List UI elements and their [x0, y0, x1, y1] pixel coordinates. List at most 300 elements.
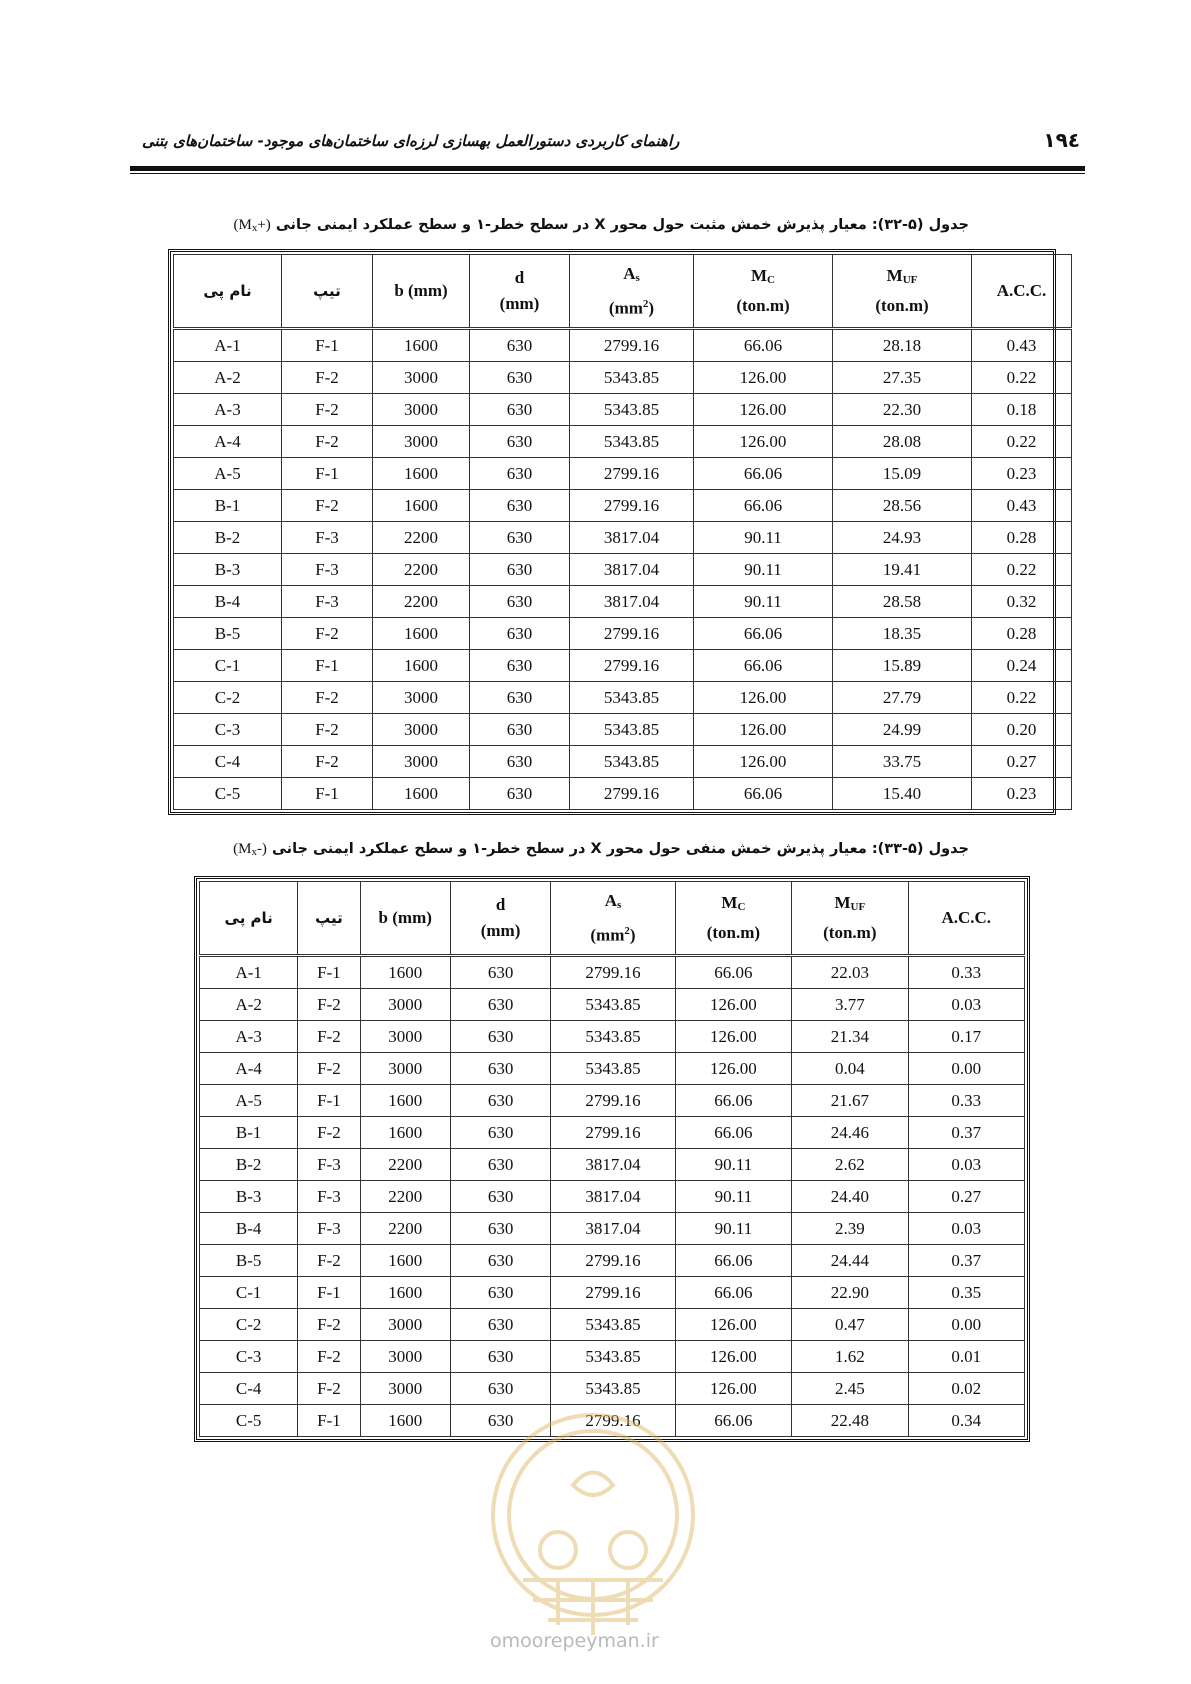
cell-b: 3000	[373, 394, 470, 426]
cell-b: 2200	[360, 1213, 450, 1245]
cell-mc: 90.11	[694, 522, 833, 554]
cell-muf: 15.89	[833, 650, 972, 682]
muf-unit: (ton.m)	[823, 923, 877, 942]
col-header-b: b (mm)	[373, 255, 470, 329]
col-header-acc: A.C.C.	[908, 882, 1024, 956]
as-main: A	[604, 890, 617, 910]
cell-b: 3000	[360, 1373, 450, 1405]
cell-as: 5343.85	[551, 1373, 675, 1405]
cell-mc: 126.00	[675, 1373, 791, 1405]
cell-muf: 28.08	[833, 426, 972, 458]
d-label: d	[495, 895, 506, 914]
cell-as: 5343.85	[570, 426, 694, 458]
mc-unit: (ton.m)	[736, 296, 790, 315]
cell-b: 1600	[360, 1245, 450, 1277]
cell-name: B-2	[200, 1149, 298, 1181]
cell-as: 5343.85	[570, 746, 694, 778]
cell-muf: 22.03	[792, 956, 908, 989]
cell-as: 3817.04	[551, 1181, 675, 1213]
cell-type: F-1	[298, 1405, 360, 1437]
cell-d: 630	[450, 1117, 550, 1149]
cell-name: A-3	[200, 1021, 298, 1053]
cell-type: F-2	[298, 1021, 360, 1053]
col-header-mc	[694, 255, 833, 329]
cell-d: 630	[470, 362, 570, 394]
cell-mc: 66.06	[675, 1117, 791, 1149]
cell-d: 630	[450, 1085, 550, 1117]
cell-type: F-1	[298, 1085, 360, 1117]
cell-muf: 1.62	[792, 1341, 908, 1373]
cell-muf: 15.40	[833, 778, 972, 810]
cell-name: C-2	[200, 1309, 298, 1341]
table-row	[200, 1245, 1025, 1277]
cell-muf: 22.90	[792, 1277, 908, 1309]
col-header-b: b (mm)	[360, 882, 450, 956]
cell-as: 2799.16	[570, 490, 694, 522]
cell-b: 1600	[373, 490, 470, 522]
table-row	[200, 1053, 1025, 1085]
cell-acc: 0.27	[972, 746, 1072, 778]
cell-as: 2799.16	[551, 1245, 675, 1277]
col-header-muf	[792, 882, 908, 956]
cell-d: 630	[470, 522, 570, 554]
as-sub: s	[616, 898, 622, 911]
col-header-type: تیپ	[298, 882, 360, 956]
cell-as: 5343.85	[551, 1053, 675, 1085]
table-row	[174, 554, 1072, 586]
cell-d: 630	[470, 586, 570, 618]
cell-b: 1600	[360, 1085, 450, 1117]
cell-muf: 15.09	[833, 458, 972, 490]
cell-muf: 24.40	[792, 1181, 908, 1213]
cell-d: 630	[470, 618, 570, 650]
cell-name: A-1	[200, 956, 298, 989]
cell-as: 3817.04	[570, 554, 694, 586]
cell-mc: 66.06	[694, 650, 833, 682]
cell-b: 2200	[373, 522, 470, 554]
cell-mc: 126.00	[675, 1021, 791, 1053]
cell-as: 2799.16	[551, 1405, 675, 1437]
cell-name: C-5	[200, 1405, 298, 1437]
cell-muf: 28.58	[833, 586, 972, 618]
cell-muf: 2.45	[792, 1373, 908, 1405]
cell-acc: 0.28	[972, 618, 1072, 650]
cell-type: F-1	[282, 329, 373, 362]
cell-name: B-5	[200, 1245, 298, 1277]
cell-as: 2799.16	[551, 1277, 675, 1309]
cell-acc: 0.18	[972, 394, 1072, 426]
cell-name: B-4	[200, 1213, 298, 1245]
table1-body	[174, 329, 1072, 810]
table-row	[200, 1085, 1025, 1117]
table-row	[200, 1341, 1025, 1373]
table-row	[200, 1277, 1025, 1309]
cell-name: A-5	[174, 458, 282, 490]
cell-acc: 0.27	[908, 1181, 1024, 1213]
muf-sub: UF	[902, 274, 918, 286]
cell-name: A-2	[200, 989, 298, 1021]
table2-caption	[233, 841, 969, 858]
cell-acc: 0.03	[908, 1149, 1024, 1181]
cell-b: 1600	[373, 458, 470, 490]
cell-name: A-1	[174, 329, 282, 362]
cell-b: 1600	[373, 618, 470, 650]
cell-type: F-2	[282, 362, 373, 394]
cell-d: 630	[450, 956, 550, 989]
table2-caption-text: جدول (۵-۳۳): معیار پذیرش خمش منفی حول محور X در سطح خطر-۱ و سطح عملکرد ایمنی جانی	[272, 841, 969, 857]
cell-mc: 126.00	[694, 362, 833, 394]
cell-muf: 27.35	[833, 362, 972, 394]
cell-mc: 126.00	[675, 1309, 791, 1341]
cell-b: 3000	[360, 1341, 450, 1373]
as-sup: 2	[642, 297, 649, 310]
cell-acc: 0.43	[972, 329, 1072, 362]
cell-d: 630	[450, 1277, 550, 1309]
cell-muf: 2.39	[792, 1213, 908, 1245]
table-row	[200, 1117, 1025, 1149]
table1	[173, 254, 1072, 810]
cell-mc: 66.06	[694, 618, 833, 650]
cell-mc: 126.00	[675, 989, 791, 1021]
cell-muf: 33.75	[833, 746, 972, 778]
cell-muf: 19.41	[833, 554, 972, 586]
d-label: d	[514, 268, 525, 287]
cell-muf: 22.48	[792, 1405, 908, 1437]
cell-type: F-2	[282, 746, 373, 778]
col-header-d	[450, 882, 550, 956]
table-row	[200, 989, 1025, 1021]
cell-muf: 28.18	[833, 329, 972, 362]
table1-caption-text: جدول (۵-۳۲): معیار پذیرش خمش مثبت حول محور X در سطح خطر-۱ و سطح عملکرد ایمنی جانی	[275, 217, 969, 233]
cell-as: 2799.16	[570, 778, 694, 810]
cell-acc: 0.37	[908, 1117, 1024, 1149]
as-close: )	[629, 925, 636, 945]
symbol-main: (M	[233, 841, 252, 857]
cell-mc: 66.06	[675, 1245, 791, 1277]
cell-b: 3000	[360, 1309, 450, 1341]
cell-type: F-2	[298, 989, 360, 1021]
cell-d: 630	[470, 778, 570, 810]
cell-acc: 0.01	[908, 1341, 1024, 1373]
header-rule-thin	[130, 173, 1085, 174]
col-header-as	[551, 882, 675, 956]
table1-caption	[233, 217, 969, 234]
d-unit: (mm)	[480, 921, 521, 940]
table-row	[174, 329, 1072, 362]
muf-main: M	[834, 893, 851, 912]
cell-name: C-3	[174, 714, 282, 746]
cell-name: A-2	[174, 362, 282, 394]
cell-type: F-1	[282, 778, 373, 810]
cell-acc: 0.03	[908, 989, 1024, 1021]
cell-type: F-2	[282, 394, 373, 426]
cell-b: 1600	[360, 1405, 450, 1437]
cell-type: F-3	[282, 586, 373, 618]
cell-name: C-2	[174, 682, 282, 714]
col-header-d	[470, 255, 570, 329]
cell-b: 2200	[360, 1149, 450, 1181]
cell-muf: 22.30	[833, 394, 972, 426]
as-sub: s	[635, 271, 640, 284]
cell-acc: 0.22	[972, 682, 1072, 714]
cell-b: 2200	[360, 1181, 450, 1213]
cell-d: 630	[450, 1405, 550, 1437]
cell-d: 630	[450, 1181, 550, 1213]
col-header-mc	[675, 882, 791, 956]
table1-frame	[168, 249, 1056, 815]
cell-as: 5343.85	[551, 1341, 675, 1373]
cell-d: 630	[470, 426, 570, 458]
cell-mc: 126.00	[694, 394, 833, 426]
cell-acc: 0.37	[908, 1245, 1024, 1277]
cell-mc: 66.06	[694, 458, 833, 490]
cell-type: F-2	[298, 1341, 360, 1373]
cell-b: 3000	[373, 426, 470, 458]
cell-mc: 126.00	[694, 746, 833, 778]
cell-name: B-3	[200, 1181, 298, 1213]
cell-mc: 126.00	[694, 714, 833, 746]
cell-mc: 90.11	[694, 586, 833, 618]
cell-mc: 66.06	[694, 490, 833, 522]
cell-type: F-1	[282, 650, 373, 682]
cell-as: 2799.16	[570, 650, 694, 682]
cell-type: F-3	[298, 1149, 360, 1181]
table-header-row	[174, 255, 1072, 329]
cell-as: 2799.16	[570, 458, 694, 490]
cell-acc: 0.22	[972, 426, 1072, 458]
cell-mc: 126.00	[675, 1053, 791, 1085]
symbol-sub: x	[251, 222, 258, 234]
cell-b: 2200	[373, 586, 470, 618]
cell-d: 630	[450, 1213, 550, 1245]
cell-as: 5343.85	[551, 1309, 675, 1341]
cell-name: C-1	[200, 1277, 298, 1309]
cell-name: A-5	[200, 1085, 298, 1117]
mc-main: M	[721, 893, 738, 912]
cell-acc: 0.20	[972, 714, 1072, 746]
cell-muf: 21.67	[792, 1085, 908, 1117]
cell-muf: 18.35	[833, 618, 972, 650]
cell-b: 3000	[373, 362, 470, 394]
cell-mc: 126.00	[694, 426, 833, 458]
cell-muf: 24.99	[833, 714, 972, 746]
cell-d: 630	[470, 682, 570, 714]
cell-name: C-3	[200, 1341, 298, 1373]
cell-muf: 3.77	[792, 989, 908, 1021]
cell-type: F-3	[298, 1213, 360, 1245]
cell-acc: 0.23	[972, 778, 1072, 810]
cell-as: 5343.85	[551, 989, 675, 1021]
cell-name: A-3	[174, 394, 282, 426]
cell-muf: 24.93	[833, 522, 972, 554]
cell-type: F-2	[282, 426, 373, 458]
cell-acc: 0.17	[908, 1021, 1024, 1053]
cell-type: F-2	[282, 618, 373, 650]
table-row	[174, 426, 1072, 458]
muf-main: M	[886, 266, 903, 285]
cell-muf: 27.79	[833, 682, 972, 714]
cell-type: F-3	[282, 522, 373, 554]
cell-mc: 90.11	[675, 1181, 791, 1213]
mc-sub: C	[737, 901, 746, 913]
cell-name: C-4	[200, 1373, 298, 1405]
cell-mc: 126.00	[694, 682, 833, 714]
col-header-name: نام پی	[200, 882, 298, 956]
cell-muf: 28.56	[833, 490, 972, 522]
cell-type: F-2	[282, 490, 373, 522]
as-unit: (mm	[590, 925, 625, 945]
cell-mc: 90.11	[694, 554, 833, 586]
mc-unit: (ton.m)	[706, 923, 761, 942]
table-row	[174, 586, 1072, 618]
cell-type: F-2	[298, 1309, 360, 1341]
cell-d: 630	[450, 1245, 550, 1277]
cell-b: 1600	[373, 329, 470, 362]
cell-d: 630	[450, 1373, 550, 1405]
col-header-name: نام پی	[174, 255, 282, 329]
cell-type: F-1	[282, 458, 373, 490]
cell-type: F-3	[282, 554, 373, 586]
cell-d: 630	[450, 989, 550, 1021]
cell-as: 5343.85	[570, 682, 694, 714]
cell-acc: 0.33	[908, 1085, 1024, 1117]
table2	[199, 881, 1025, 1437]
cell-name: B-4	[174, 586, 282, 618]
cell-acc: 0.35	[908, 1277, 1024, 1309]
table-row	[200, 1181, 1025, 1213]
cell-as: 3817.04	[570, 522, 694, 554]
cell-acc: 0.22	[972, 362, 1072, 394]
cell-name: B-2	[174, 522, 282, 554]
cell-d: 630	[470, 554, 570, 586]
cell-as: 2799.16	[551, 956, 675, 989]
cell-type: F-2	[298, 1053, 360, 1085]
cell-acc: 0.22	[972, 554, 1072, 586]
header-rule-thick	[130, 166, 1085, 171]
table2-caption-symbol	[233, 841, 267, 857]
cell-name: C-5	[174, 778, 282, 810]
table-header-row	[200, 882, 1025, 956]
cell-muf: 0.47	[792, 1309, 908, 1341]
cell-acc: 0.33	[908, 956, 1024, 989]
table-row	[174, 394, 1072, 426]
cell-name: A-4	[200, 1053, 298, 1085]
cell-name: B-1	[200, 1117, 298, 1149]
cell-as: 5343.85	[570, 362, 694, 394]
cell-as: 2799.16	[551, 1085, 675, 1117]
cell-muf: 24.46	[792, 1117, 908, 1149]
cell-b: 2200	[373, 554, 470, 586]
cell-d: 630	[470, 490, 570, 522]
cell-type: F-2	[282, 714, 373, 746]
cell-mc: 66.06	[675, 1405, 791, 1437]
cell-acc: 0.03	[908, 1213, 1024, 1245]
cell-acc: 0.23	[972, 458, 1072, 490]
cell-as: 5343.85	[570, 714, 694, 746]
symbol-main: (M	[233, 217, 252, 233]
cell-type: F-2	[282, 682, 373, 714]
table2-body	[200, 956, 1025, 1437]
table-row	[200, 956, 1025, 989]
as-unit: (mm	[608, 298, 643, 318]
cell-d: 630	[470, 394, 570, 426]
table-row	[174, 650, 1072, 682]
cell-type: F-2	[298, 1373, 360, 1405]
cell-name: B-3	[174, 554, 282, 586]
table-row	[200, 1021, 1025, 1053]
cell-mc: 66.06	[675, 1277, 791, 1309]
cell-b: 3000	[373, 746, 470, 778]
cell-mc: 66.06	[694, 329, 833, 362]
cell-type: F-3	[298, 1181, 360, 1213]
symbol-end: -)	[256, 841, 267, 857]
cell-muf: 2.62	[792, 1149, 908, 1181]
watermark-site-text: omoorepeyman.ir	[490, 1630, 659, 1652]
table-row	[200, 1149, 1025, 1181]
cell-b: 3000	[360, 1021, 450, 1053]
muf-unit: (ton.m)	[875, 296, 929, 315]
cell-d: 630	[470, 650, 570, 682]
cell-b: 3000	[360, 989, 450, 1021]
cell-acc: 0.00	[908, 1309, 1024, 1341]
cell-as: 2799.16	[570, 329, 694, 362]
cell-d: 630	[470, 746, 570, 778]
cell-as: 3817.04	[551, 1149, 675, 1181]
table-row	[200, 1213, 1025, 1245]
cell-as: 5343.85	[570, 394, 694, 426]
cell-acc: 0.00	[908, 1053, 1024, 1085]
table2-frame	[194, 876, 1030, 1442]
cell-name: B-1	[174, 490, 282, 522]
cell-mc: 66.06	[675, 1085, 791, 1117]
cell-b: 3000	[373, 682, 470, 714]
cell-name: C-1	[174, 650, 282, 682]
cell-d: 630	[450, 1341, 550, 1373]
muf-sub: UF	[850, 901, 866, 913]
cell-name: B-5	[174, 618, 282, 650]
cell-d: 630	[450, 1309, 550, 1341]
symbol-sub: x	[251, 846, 257, 858]
cell-b: 1600	[360, 1117, 450, 1149]
cell-as: 5343.85	[551, 1021, 675, 1053]
cell-type: F-2	[298, 1245, 360, 1277]
table1-caption-symbol	[233, 217, 270, 233]
cell-as: 2799.16	[570, 618, 694, 650]
cell-acc: 0.24	[972, 650, 1072, 682]
cell-name: C-4	[174, 746, 282, 778]
cell-acc: 0.02	[908, 1373, 1024, 1405]
d-unit: (mm)	[499, 294, 540, 313]
as-sup: 2	[624, 924, 630, 937]
col-header-muf	[833, 255, 972, 329]
cell-d: 630	[470, 458, 570, 490]
cell-b: 1600	[373, 778, 470, 810]
cell-as: 3817.04	[551, 1213, 675, 1245]
cell-muf: 24.44	[792, 1245, 908, 1277]
cell-mc: 126.00	[675, 1341, 791, 1373]
symbol-end: +)	[257, 217, 271, 233]
cell-d: 630	[470, 714, 570, 746]
cell-d: 630	[450, 1021, 550, 1053]
table-row	[174, 522, 1072, 554]
cell-name: A-4	[174, 426, 282, 458]
page-number: ١٩٤	[1043, 128, 1080, 152]
mc-sub: C	[767, 274, 775, 286]
cell-type: F-1	[298, 1277, 360, 1309]
cell-mc: 90.11	[675, 1149, 791, 1181]
cell-b: 1600	[360, 956, 450, 989]
running-title: راهنمای کاربردی دستورالعمل بهسازی لرزه‌ای ساختمان‌های موجود- ساختمان‌های بتنی	[142, 132, 680, 150]
